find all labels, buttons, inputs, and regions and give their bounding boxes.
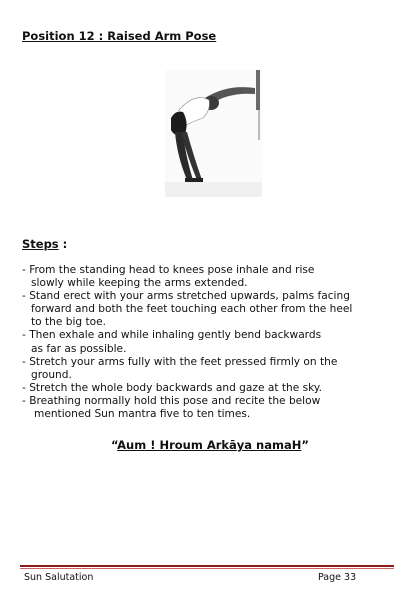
step-line: - Stretch your arms fully with the feet pressed firmly on the [22, 355, 338, 368]
step-line: to the big toe. [31, 316, 107, 329]
step-item [22, 264, 392, 290]
step-line: as far as possible. [31, 342, 127, 355]
step-line: mentioned Sun mantra five to ten times. [34, 408, 251, 421]
step-line: ground. [31, 368, 72, 381]
step-item [22, 329, 392, 355]
step-line: - Then exhale and while inhaling gently bend backwards [22, 329, 322, 342]
pose-photo [165, 70, 262, 197]
step-line: slowly while keeping the arms extended. [31, 277, 248, 290]
page-number: Page 33 [318, 572, 357, 583]
steps-heading [22, 237, 67, 251]
step-item [22, 290, 392, 329]
steps-heading-text: Steps [22, 237, 59, 251]
step-line: - Stretch the whole body backwards and gaze at the sky. [22, 381, 323, 394]
step-item [22, 395, 392, 421]
step-line: - Stand erect with your arms stretched upwards, palms facing [22, 290, 350, 303]
step-item [22, 382, 392, 395]
mantra-close-quote: ” [301, 438, 309, 452]
mantra-text: Aum ! Hroum Arkāya namaH [117, 438, 302, 452]
steps-list [22, 264, 392, 421]
mantra [0, 438, 420, 452]
steps-heading-colon: : [58, 237, 68, 251]
step-line: - Breathing normally hold this pose and recite the below [22, 394, 321, 407]
footer-rule [20, 565, 394, 567]
mantra-open-quote: “ [111, 438, 118, 452]
footer-rule-thin [20, 568, 394, 569]
step-line: forward and both the feet touching each other from the heel [31, 303, 353, 316]
page-heading: Position 12 : Raised Arm Pose [22, 29, 217, 43]
footer-title: Sun Salutation [24, 572, 94, 583]
step-item [22, 356, 392, 382]
step-line: - From the standing head to knees pose inhale and rise [22, 264, 315, 276]
